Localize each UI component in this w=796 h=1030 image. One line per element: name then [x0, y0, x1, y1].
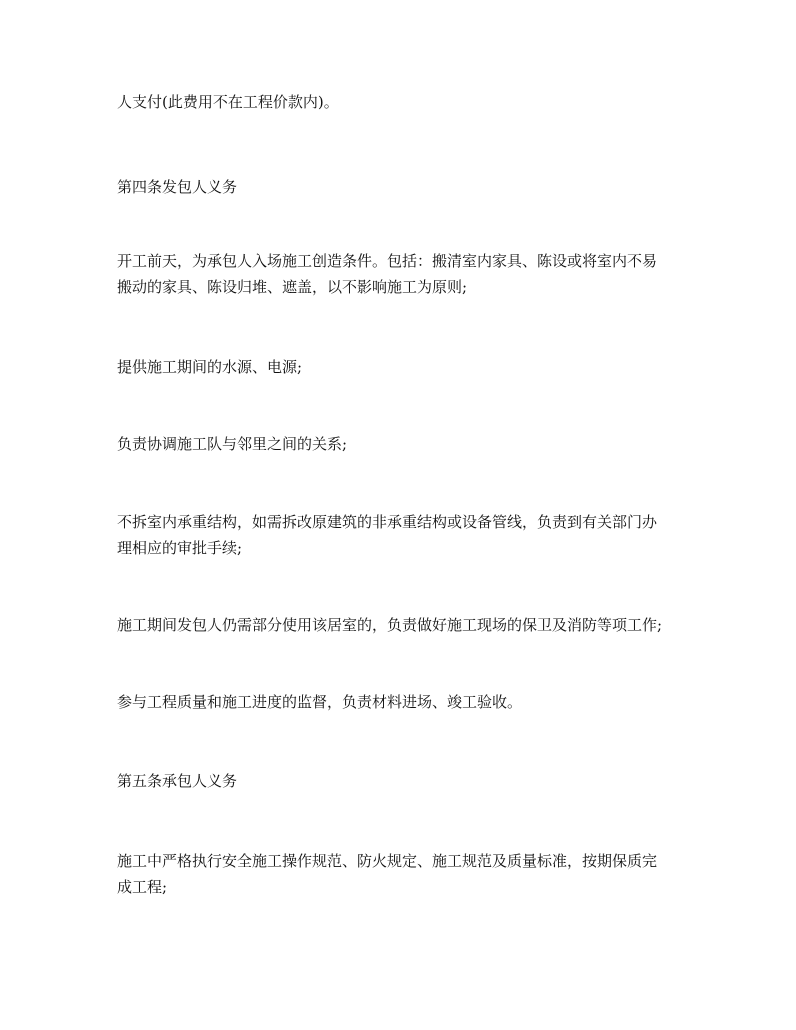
paragraph-payment-note: 人支付(此费用不在工程价款内)。: [117, 93, 339, 111]
paragraph-safety-standards: 施工中严格执行安全施工操作规范、防火规定、施工规范及质量标准，按期保质完 成工程;: [117, 852, 658, 896]
paragraph-prepare-site: 开工前天，为承包人入场施工创造条件。包括：搬清室内家具、陈设或将室内不易 搬动的家具、陈设归堆、遮盖，以不影响施工为原则;: [117, 252, 658, 296]
heading-article-5: 第五条承包人义务: [117, 772, 238, 790]
heading-article-4: 第四条发包人义务: [117, 178, 238, 196]
paragraph-water-power: 提供施工期间的水源、电源;: [117, 358, 303, 376]
paragraph-supervision: 参与工程质量和施工进度的监督，负责材料进场、竣工验收。: [117, 693, 523, 711]
paragraph-neighbor-relations: 负责协调施工队与邻里之间的关系;: [117, 435, 348, 453]
paragraph-security-fire: 施工期间发包人仍需部分使用该居室的，负责做好施工现场的保卫及消防等项工作;: [117, 616, 663, 634]
paragraph-structure-approval: 不拆室内承重结构，如需拆改原建筑的非承重结构或设备管线，负责到有关部门办 理相应的审批手续;: [117, 513, 658, 557]
